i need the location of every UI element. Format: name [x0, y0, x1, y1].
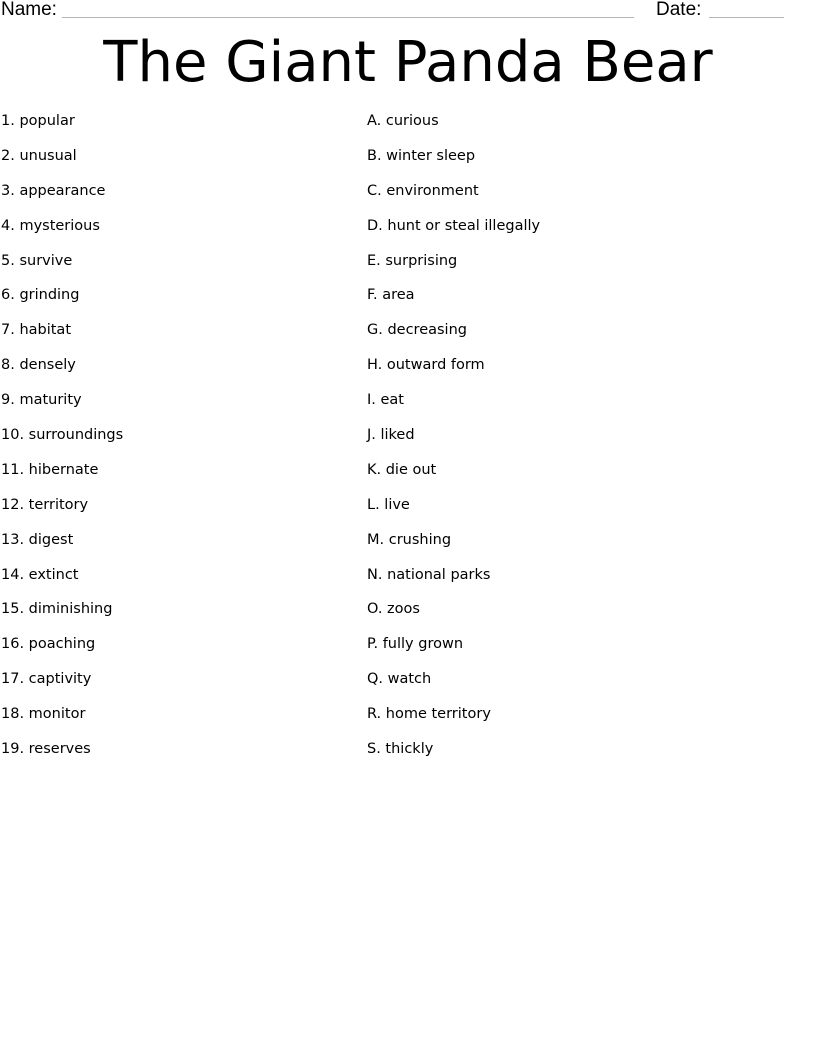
definitions-list	[367, 111, 540, 774]
name-label: Name:	[1, 0, 57, 20]
definition-item: R. home territory	[367, 706, 491, 723]
term-item: 18. monitor	[1, 706, 86, 723]
definition-item: J. liked	[367, 427, 415, 444]
term-item: 9. maturity	[1, 392, 82, 409]
term-item: 7. habitat	[1, 322, 72, 339]
term-item: 10. surroundings	[1, 427, 124, 444]
definition-item: Q. watch	[367, 671, 432, 688]
term-item: 5. survive	[1, 252, 73, 269]
definition-item: A. curious	[367, 113, 439, 129]
term-item: 12. territory	[1, 496, 89, 513]
term-item: 11. hibernate	[1, 461, 99, 478]
definition-item: P. fully grown	[367, 636, 464, 653]
term-item: 15. diminishing	[1, 601, 113, 618]
terms-list	[1, 111, 123, 774]
term-item: 16. poaching	[1, 636, 96, 653]
definition-item: E. surprising	[367, 252, 458, 269]
definition-item: I. eat	[367, 392, 404, 409]
definition-item: M. crushing	[367, 531, 452, 548]
term-item: 17. captivity	[1, 671, 92, 688]
definition-item: D. hunt or steal illegally	[367, 217, 541, 234]
term-item: 1. popular	[1, 113, 75, 129]
definition-item: H. outward form	[367, 357, 485, 374]
name-field-line	[62, 17, 634, 18]
term-item: 14. extinct	[1, 566, 79, 583]
term-item: 4. mysterious	[1, 217, 100, 234]
definition-item: B. winter sleep	[367, 147, 476, 164]
definition-item: G. decreasing	[367, 322, 467, 339]
term-item: 2. unusual	[1, 147, 77, 164]
date-label: Date:	[656, 0, 702, 20]
term-item: 13. digest	[1, 531, 74, 548]
definition-item: F. area	[367, 287, 415, 304]
definition-item: C. environment	[367, 182, 479, 199]
page-title: The Giant Panda Bear	[103, 30, 713, 95]
worksheet-header	[0, 0, 816, 22]
definition-item: S. thickly	[367, 741, 434, 758]
date-field-line	[709, 17, 784, 18]
term-item: 8. densely	[1, 357, 76, 374]
definition-item: L. live	[367, 496, 410, 513]
definition-item: N. national parks	[367, 566, 491, 583]
term-item: 3. appearance	[1, 182, 106, 199]
term-item: 19. reserves	[1, 741, 91, 758]
definition-item: O. zoos	[367, 601, 420, 618]
definition-item: K. die out	[367, 461, 437, 478]
term-item: 6. grinding	[1, 287, 80, 304]
